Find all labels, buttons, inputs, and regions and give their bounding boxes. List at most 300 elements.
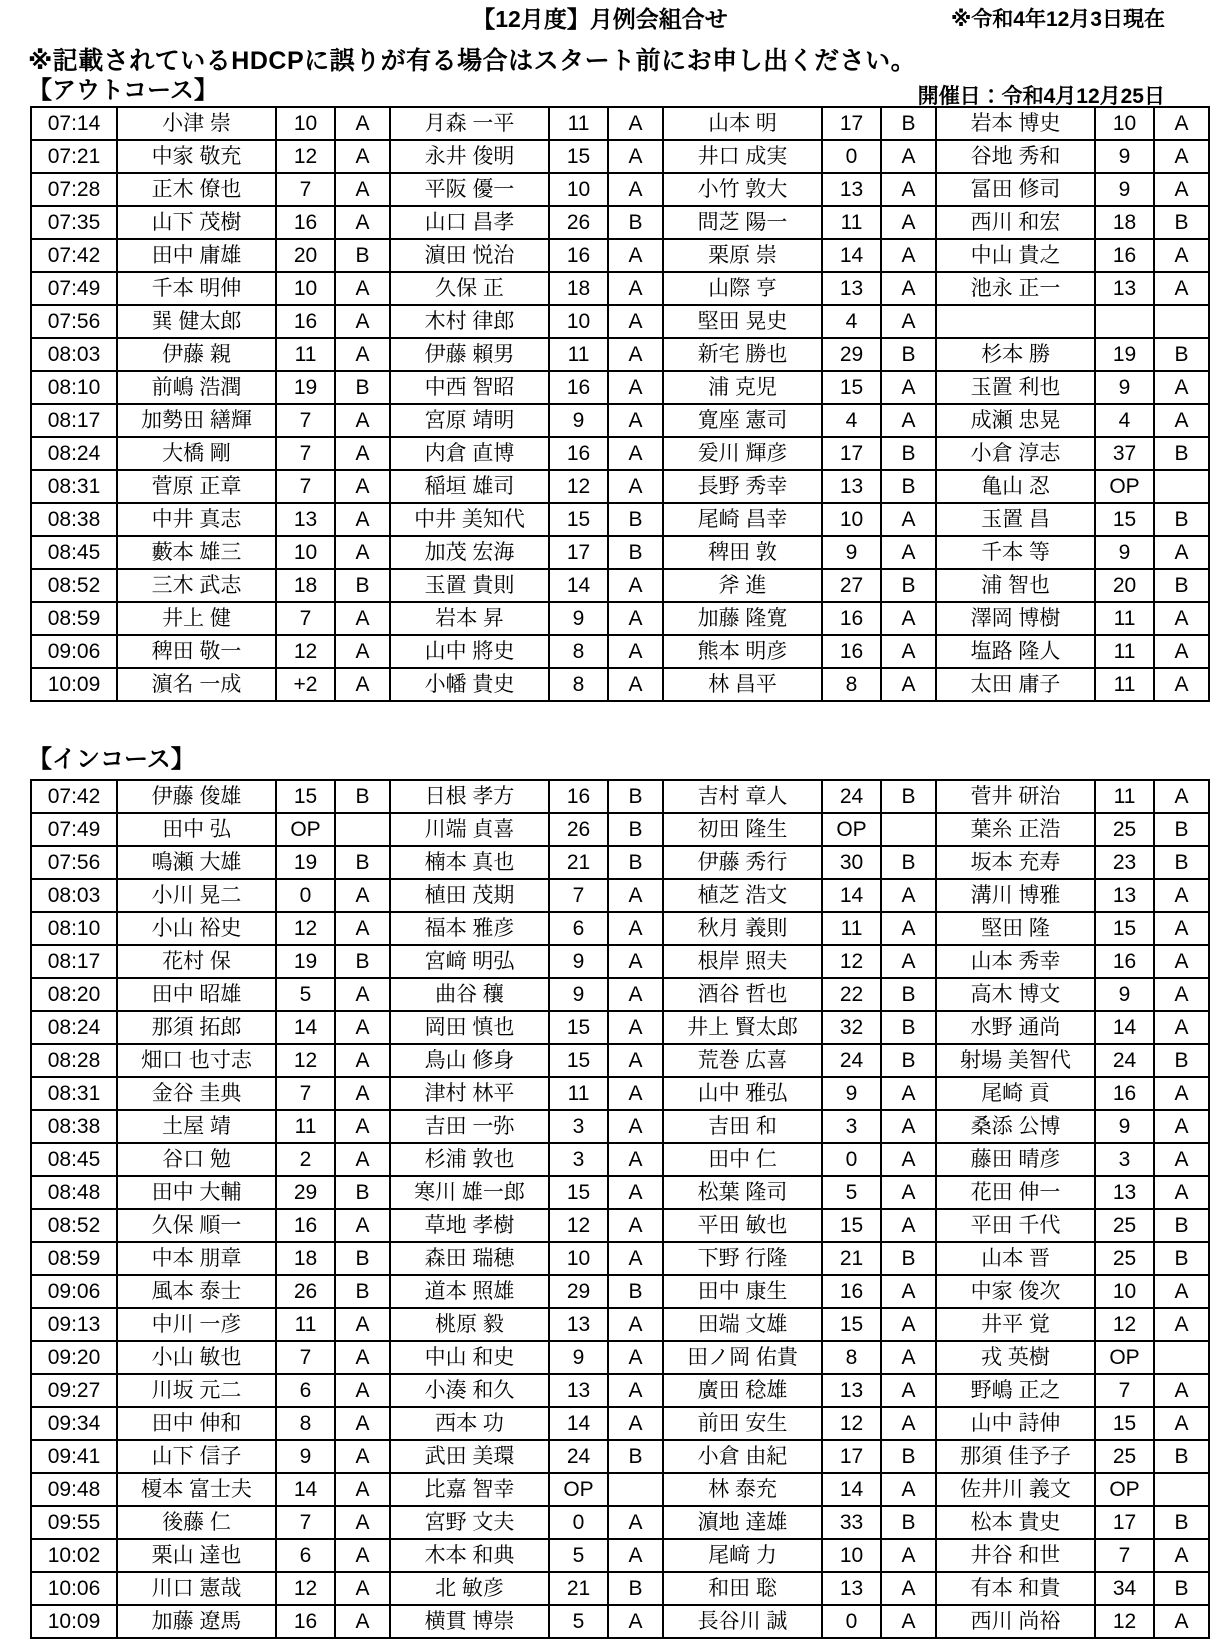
hdcp-cell: 9 <box>276 1440 335 1473</box>
tee-time-cell: 08:45 <box>31 536 117 569</box>
tee-time-cell: 08:20 <box>31 978 117 1011</box>
hdcp-cell: 21 <box>549 846 608 879</box>
class-cell: A <box>608 1308 663 1341</box>
out-course-table <box>30 106 1210 702</box>
player-name-cell: 中川 一彦 <box>117 1308 276 1341</box>
class-cell: A <box>608 107 663 140</box>
table-row <box>31 668 1209 701</box>
class-cell: A <box>335 1407 390 1440</box>
class-cell: A <box>335 635 390 668</box>
player-name-cell: 比嘉 智幸 <box>390 1473 549 1506</box>
class-cell: B <box>1154 503 1209 536</box>
hdcp-cell: 24 <box>549 1440 608 1473</box>
class-cell: A <box>335 602 390 635</box>
class-cell: A <box>335 107 390 140</box>
class-cell: B <box>881 1506 936 1539</box>
class-cell: B <box>881 1044 936 1077</box>
hdcp-cell: 13 <box>549 1374 608 1407</box>
hdcp-cell: 6 <box>276 1374 335 1407</box>
player-name-cell: 酒谷 哲也 <box>663 978 822 1011</box>
hdcp-cell: 18 <box>1095 206 1154 239</box>
player-name-cell: 中井 真志 <box>117 503 276 536</box>
player-name-cell: 北 敏彦 <box>390 1572 549 1605</box>
class-cell: B <box>335 569 390 602</box>
class-cell: A <box>1154 107 1209 140</box>
player-name-cell: 太田 庸子 <box>936 668 1095 701</box>
class-cell: A <box>1154 1110 1209 1143</box>
table-row <box>31 536 1209 569</box>
hdcp-cell: 9 <box>549 1341 608 1374</box>
hdcp-cell: 7 <box>1095 1539 1154 1572</box>
hdcp-cell: 12 <box>822 1407 881 1440</box>
hdcp-cell: 17 <box>822 437 881 470</box>
class-cell: A <box>335 1440 390 1473</box>
hdcp-cell <box>1095 305 1154 338</box>
player-name-cell: 平阪 優一 <box>390 173 549 206</box>
class-cell: A <box>335 1209 390 1242</box>
class-cell: B <box>1154 1242 1209 1275</box>
class-cell: A <box>881 1308 936 1341</box>
hdcp-cell: 7 <box>276 173 335 206</box>
player-name-cell: 亀山 忍 <box>936 470 1095 503</box>
class-cell: A <box>1154 1605 1209 1638</box>
class-cell: A <box>881 879 936 912</box>
class-cell: B <box>881 846 936 879</box>
tee-time-cell: 10:09 <box>31 668 117 701</box>
player-name-cell: 植田 茂期 <box>390 879 549 912</box>
player-name-cell: 永井 俊明 <box>390 140 549 173</box>
table-row <box>31 404 1209 437</box>
class-cell: A <box>335 536 390 569</box>
hdcp-cell: 16 <box>822 635 881 668</box>
class-cell <box>1154 470 1209 503</box>
hdcp-cell: 10 <box>276 272 335 305</box>
player-name-cell: 平田 千代 <box>936 1209 1095 1242</box>
table-row <box>31 1044 1209 1077</box>
table-row <box>31 1275 1209 1308</box>
hdcp-cell: 2 <box>276 1143 335 1176</box>
class-cell: A <box>1154 140 1209 173</box>
player-name-cell: 松葉 隆司 <box>663 1176 822 1209</box>
table-row <box>31 1539 1209 1572</box>
player-name-cell: 根岸 照夫 <box>663 945 822 978</box>
class-cell: A <box>608 173 663 206</box>
table-row <box>31 602 1209 635</box>
hdcp-cell: 34 <box>1095 1572 1154 1605</box>
player-name-cell: 草地 孝樹 <box>390 1209 549 1242</box>
table-row <box>31 470 1209 503</box>
player-name-cell: 廣田 稔雄 <box>663 1374 822 1407</box>
class-cell: B <box>608 503 663 536</box>
player-name-cell: 中西 智昭 <box>390 371 549 404</box>
hdcp-cell: 8 <box>549 635 608 668</box>
class-cell: B <box>335 1176 390 1209</box>
player-name-cell: 正木 僚也 <box>117 173 276 206</box>
player-name-cell: 小山 裕史 <box>117 912 276 945</box>
player-name-cell: 尾崎 昌幸 <box>663 503 822 536</box>
hdcp-cell: 8 <box>549 668 608 701</box>
class-cell: A <box>608 371 663 404</box>
class-cell: B <box>1154 1440 1209 1473</box>
table-row <box>31 813 1209 846</box>
hdcp-cell: 9 <box>1095 371 1154 404</box>
hdcp-cell: 7 <box>276 602 335 635</box>
in-course-table <box>30 779 1210 1639</box>
hdcp-cell: 3 <box>1095 1143 1154 1176</box>
hdcp-cell: 9 <box>822 536 881 569</box>
class-cell: A <box>335 140 390 173</box>
player-name-cell: 山本 秀幸 <box>936 945 1095 978</box>
hdcp-cell: 16 <box>276 206 335 239</box>
player-name-cell: 中井 美知代 <box>390 503 549 536</box>
class-cell: A <box>335 1044 390 1077</box>
hdcp-cell: 3 <box>822 1110 881 1143</box>
class-cell: A <box>881 503 936 536</box>
hdcp-cell: 7 <box>276 404 335 437</box>
hdcp-cell: OP <box>1095 1473 1154 1506</box>
hdcp-cell: 13 <box>1095 272 1154 305</box>
class-cell: A <box>608 305 663 338</box>
class-cell: A <box>1154 1374 1209 1407</box>
hdcp-cell: 9 <box>1095 978 1154 1011</box>
tee-time-cell: 08:31 <box>31 1077 117 1110</box>
player-name-cell: 下野 行隆 <box>663 1242 822 1275</box>
player-name-cell: 西川 尚裕 <box>936 1605 1095 1638</box>
class-cell: A <box>881 1539 936 1572</box>
tee-time-cell: 09:41 <box>31 1440 117 1473</box>
player-name-cell: 稗田 敦 <box>663 536 822 569</box>
player-name-cell: 岡田 慎也 <box>390 1011 549 1044</box>
class-cell: A <box>1154 879 1209 912</box>
class-cell: B <box>608 846 663 879</box>
class-cell: A <box>881 1407 936 1440</box>
class-cell: A <box>881 1341 936 1374</box>
hdcp-cell: 12 <box>276 635 335 668</box>
table-row <box>31 1572 1209 1605</box>
class-cell: B <box>335 1275 390 1308</box>
player-name-cell: 宮原 靖明 <box>390 404 549 437</box>
out-course-header <box>28 77 1165 106</box>
hdcp-cell: 15 <box>549 503 608 536</box>
hdcp-cell: 11 <box>549 107 608 140</box>
tee-time-cell: 09:27 <box>31 1374 117 1407</box>
tee-time-cell: 08:10 <box>31 912 117 945</box>
hdcp-cell: 10 <box>276 107 335 140</box>
player-name-cell: 花村 保 <box>117 945 276 978</box>
hdcp-cell: 14 <box>549 569 608 602</box>
class-cell: A <box>1154 1539 1209 1572</box>
hdcp-cell: 10 <box>822 503 881 536</box>
player-name-cell: 澤岡 博樹 <box>936 602 1095 635</box>
hdcp-cell: 12 <box>822 945 881 978</box>
table-row <box>31 272 1209 305</box>
hdcp-cell: 9 <box>822 1077 881 1110</box>
player-name-cell: 平田 敏也 <box>663 1209 822 1242</box>
tee-time-cell: 08:03 <box>31 338 117 371</box>
player-name-cell: 加藤 隆寛 <box>663 602 822 635</box>
player-name-cell: 田ノ岡 佑貴 <box>663 1341 822 1374</box>
class-cell: A <box>1154 1077 1209 1110</box>
class-cell: B <box>881 470 936 503</box>
class-cell: B <box>608 206 663 239</box>
hdcp-cell: 12 <box>549 1209 608 1242</box>
player-name-cell: 金谷 圭典 <box>117 1077 276 1110</box>
hdcp-cell: 26 <box>549 813 608 846</box>
player-name-cell: 溝川 博雅 <box>936 879 1095 912</box>
hdcp-cell: 13 <box>822 173 881 206</box>
class-cell: A <box>608 668 663 701</box>
hdcp-cell: 0 <box>822 140 881 173</box>
hdcp-cell: 5 <box>822 1176 881 1209</box>
tee-time-cell: 08:03 <box>31 879 117 912</box>
player-name-cell: 浦 克児 <box>663 371 822 404</box>
tee-time-cell: 07:56 <box>31 846 117 879</box>
hdcp-cell: 25 <box>1095 1209 1154 1242</box>
tee-time-cell: 08:45 <box>31 1143 117 1176</box>
hdcp-cell: 16 <box>549 780 608 813</box>
class-cell: A <box>608 978 663 1011</box>
player-name-cell: 谷口 勉 <box>117 1143 276 1176</box>
hdcp-cell: 14 <box>549 1407 608 1440</box>
class-cell: B <box>1154 1209 1209 1242</box>
player-name-cell: 尾崎 貢 <box>936 1077 1095 1110</box>
player-name-cell: 井平 覚 <box>936 1308 1095 1341</box>
player-name-cell: 山中 詩伸 <box>936 1407 1095 1440</box>
class-cell: A <box>608 1110 663 1143</box>
class-cell: A <box>335 1374 390 1407</box>
in-course-label: 【インコース】 <box>28 746 195 773</box>
class-cell: A <box>881 239 936 272</box>
player-name-cell: 坂本 充寿 <box>936 846 1095 879</box>
player-name-cell: 宮野 文夫 <box>390 1506 549 1539</box>
hdcp-cell: 19 <box>1095 338 1154 371</box>
tee-time-cell: 07:35 <box>31 206 117 239</box>
table-row <box>31 437 1209 470</box>
table-row <box>31 305 1209 338</box>
player-name-cell: 楠本 真也 <box>390 846 549 879</box>
player-name-cell: 浦 智也 <box>936 569 1095 602</box>
player-name-cell: 吉田 一弥 <box>390 1110 549 1143</box>
as-of-date: ※令和4年12月3日現在 <box>950 8 1165 31</box>
hdcp-cell: 18 <box>276 569 335 602</box>
class-cell: A <box>335 879 390 912</box>
class-cell: B <box>1154 437 1209 470</box>
table-row <box>31 1374 1209 1407</box>
hdcp-cell: 22 <box>822 978 881 1011</box>
hdcp-cell: 10 <box>549 173 608 206</box>
class-cell: A <box>1154 1143 1209 1176</box>
hdcp-cell: 13 <box>1095 1176 1154 1209</box>
tee-time-cell: 09:13 <box>31 1308 117 1341</box>
hdcp-cell: 15 <box>549 1044 608 1077</box>
player-name-cell: 荒巻 広喜 <box>663 1044 822 1077</box>
in-course-table-body <box>31 780 1209 1638</box>
player-name-cell: 稗田 敬一 <box>117 635 276 668</box>
player-name-cell: 新宅 勝也 <box>663 338 822 371</box>
player-name-cell: 射場 美智代 <box>936 1044 1095 1077</box>
table-row <box>31 1341 1209 1374</box>
hdcp-cell: 15 <box>1095 503 1154 536</box>
hdcp-cell: 15 <box>549 140 608 173</box>
class-cell: A <box>608 1077 663 1110</box>
player-name-cell: 濵地 達雄 <box>663 1506 822 1539</box>
player-name-cell: 加藤 遼馬 <box>117 1605 276 1638</box>
class-cell: A <box>1154 1308 1209 1341</box>
hdcp-cell: 15 <box>276 780 335 813</box>
hdcp-cell: 20 <box>276 239 335 272</box>
hdcp-cell: 16 <box>1095 239 1154 272</box>
player-name-cell: 津村 林平 <box>390 1077 549 1110</box>
hdcp-cell: 8 <box>822 668 881 701</box>
class-cell: A <box>881 1143 936 1176</box>
class-cell: A <box>881 206 936 239</box>
hdcp-cell: 25 <box>1095 1242 1154 1275</box>
table-row <box>31 1077 1209 1110</box>
player-name-cell: 加勢田 繕輝 <box>117 404 276 437</box>
class-cell: A <box>608 1506 663 1539</box>
class-cell <box>1154 1473 1209 1506</box>
player-name-cell: 畑口 也寸志 <box>117 1044 276 1077</box>
hdcp-cell: 13 <box>276 503 335 536</box>
hdcp-cell: 14 <box>822 239 881 272</box>
class-cell: A <box>335 503 390 536</box>
hdcp-cell: 17 <box>549 536 608 569</box>
class-cell: A <box>335 912 390 945</box>
table-row <box>31 912 1209 945</box>
tee-time-cell: 08:17 <box>31 945 117 978</box>
table-row <box>31 1407 1209 1440</box>
player-name-cell: 初田 隆生 <box>663 813 822 846</box>
player-name-cell: 玉置 昌 <box>936 503 1095 536</box>
class-cell: B <box>335 846 390 879</box>
class-cell: A <box>881 536 936 569</box>
hdcp-cell: 14 <box>276 1473 335 1506</box>
hdcp-cell: 7 <box>276 437 335 470</box>
hdcp-cell: 6 <box>549 912 608 945</box>
tee-time-cell: 09:48 <box>31 1473 117 1506</box>
class-cell: B <box>608 1440 663 1473</box>
hdcp-cell: 3 <box>549 1110 608 1143</box>
hdcp-cell: OP <box>1095 1341 1154 1374</box>
hdcp-cell: 15 <box>549 1011 608 1044</box>
class-cell: A <box>881 1077 936 1110</box>
hdcp-cell: 14 <box>822 1473 881 1506</box>
tee-time-cell: 09:34 <box>31 1407 117 1440</box>
event-date: 開催日：令和4月12月25日 <box>917 85 1165 108</box>
class-cell: B <box>608 1572 663 1605</box>
class-cell: A <box>335 1341 390 1374</box>
hdcp-cell: 14 <box>276 1011 335 1044</box>
class-cell: A <box>881 371 936 404</box>
hdcp-cell: 0 <box>276 879 335 912</box>
hdcp-cell: 0 <box>549 1506 608 1539</box>
tee-time-cell: 07:49 <box>31 813 117 846</box>
player-name-cell: 日根 孝方 <box>390 780 549 813</box>
hdcp-cell: 9 <box>549 404 608 437</box>
hdcp-cell: 15 <box>1095 1407 1154 1440</box>
hdcp-cell: 13 <box>1095 879 1154 912</box>
player-name-cell: 和田 聡 <box>663 1572 822 1605</box>
class-cell: A <box>335 338 390 371</box>
player-name-cell: 中家 俊次 <box>936 1275 1095 1308</box>
table-row <box>31 1308 1209 1341</box>
class-cell: A <box>608 569 663 602</box>
table-row <box>31 846 1209 879</box>
player-name-cell: 長野 秀幸 <box>663 470 822 503</box>
tee-time-cell: 08:38 <box>31 1110 117 1143</box>
class-cell: B <box>335 780 390 813</box>
player-name-cell: 前嶋 浩潤 <box>117 371 276 404</box>
table-row <box>31 569 1209 602</box>
hdcp-cell: 24 <box>1095 1044 1154 1077</box>
hdcp-cell: OP <box>1095 470 1154 503</box>
player-name-cell: 井上 健 <box>117 602 276 635</box>
hdcp-cell: 8 <box>822 1341 881 1374</box>
table-row <box>31 1440 1209 1473</box>
class-cell: B <box>1154 206 1209 239</box>
hdcp-cell: 4 <box>822 305 881 338</box>
class-cell: A <box>881 1473 936 1506</box>
hdcp-cell: 9 <box>1095 536 1154 569</box>
tee-time-cell: 07:42 <box>31 239 117 272</box>
table-row <box>31 1242 1209 1275</box>
hdcp-cell: 19 <box>276 945 335 978</box>
player-name-cell: 田中 庸雄 <box>117 239 276 272</box>
hdcp-cell: 29 <box>549 1275 608 1308</box>
player-name-cell: 吉村 章人 <box>663 780 822 813</box>
table-row <box>31 978 1209 1011</box>
hdcp-cell: 9 <box>1095 173 1154 206</box>
player-name-cell: 那須 拓郎 <box>117 1011 276 1044</box>
table-row <box>31 1209 1209 1242</box>
class-cell: A <box>881 272 936 305</box>
class-cell <box>1154 1341 1209 1374</box>
hdcp-cell: 13 <box>822 1572 881 1605</box>
table-row <box>31 173 1209 206</box>
player-name-cell: 問芝 陽一 <box>663 206 822 239</box>
class-cell: A <box>1154 1011 1209 1044</box>
player-name-cell: 岩本 博史 <box>936 107 1095 140</box>
tee-time-cell: 10:09 <box>31 1605 117 1638</box>
tee-time-cell: 09:55 <box>31 1506 117 1539</box>
table-row <box>31 503 1209 536</box>
class-cell: A <box>608 1176 663 1209</box>
player-name-cell: 田中 弘 <box>117 813 276 846</box>
hdcp-cell: 7 <box>276 1506 335 1539</box>
player-name-cell: 栗原 崇 <box>663 239 822 272</box>
hdcp-cell: 7 <box>276 1341 335 1374</box>
player-name-cell: 内倉 直博 <box>390 437 549 470</box>
player-name-cell: 寛座 憲司 <box>663 404 822 437</box>
class-cell: B <box>881 780 936 813</box>
player-name-cell: 鳴瀬 大雄 <box>117 846 276 879</box>
player-name-cell: 成瀬 忠晃 <box>936 404 1095 437</box>
hdcp-cell: 7 <box>549 879 608 912</box>
player-name-cell: 榎本 富士夫 <box>117 1473 276 1506</box>
player-name-cell: 横貫 博崇 <box>390 1605 549 1638</box>
tee-time-cell: 10:02 <box>31 1539 117 1572</box>
player-name-cell: 松本 貴史 <box>936 1506 1095 1539</box>
player-name-cell: 尾﨑 力 <box>663 1539 822 1572</box>
class-cell: A <box>608 437 663 470</box>
hdcp-cell: 19 <box>276 371 335 404</box>
class-cell: A <box>881 602 936 635</box>
hdcp-cell: 12 <box>1095 1605 1154 1638</box>
class-cell: A <box>881 635 936 668</box>
hdcp-cell: 11 <box>549 338 608 371</box>
player-name-cell: 木本 和典 <box>390 1539 549 1572</box>
hdcp-cell: 10 <box>822 1539 881 1572</box>
